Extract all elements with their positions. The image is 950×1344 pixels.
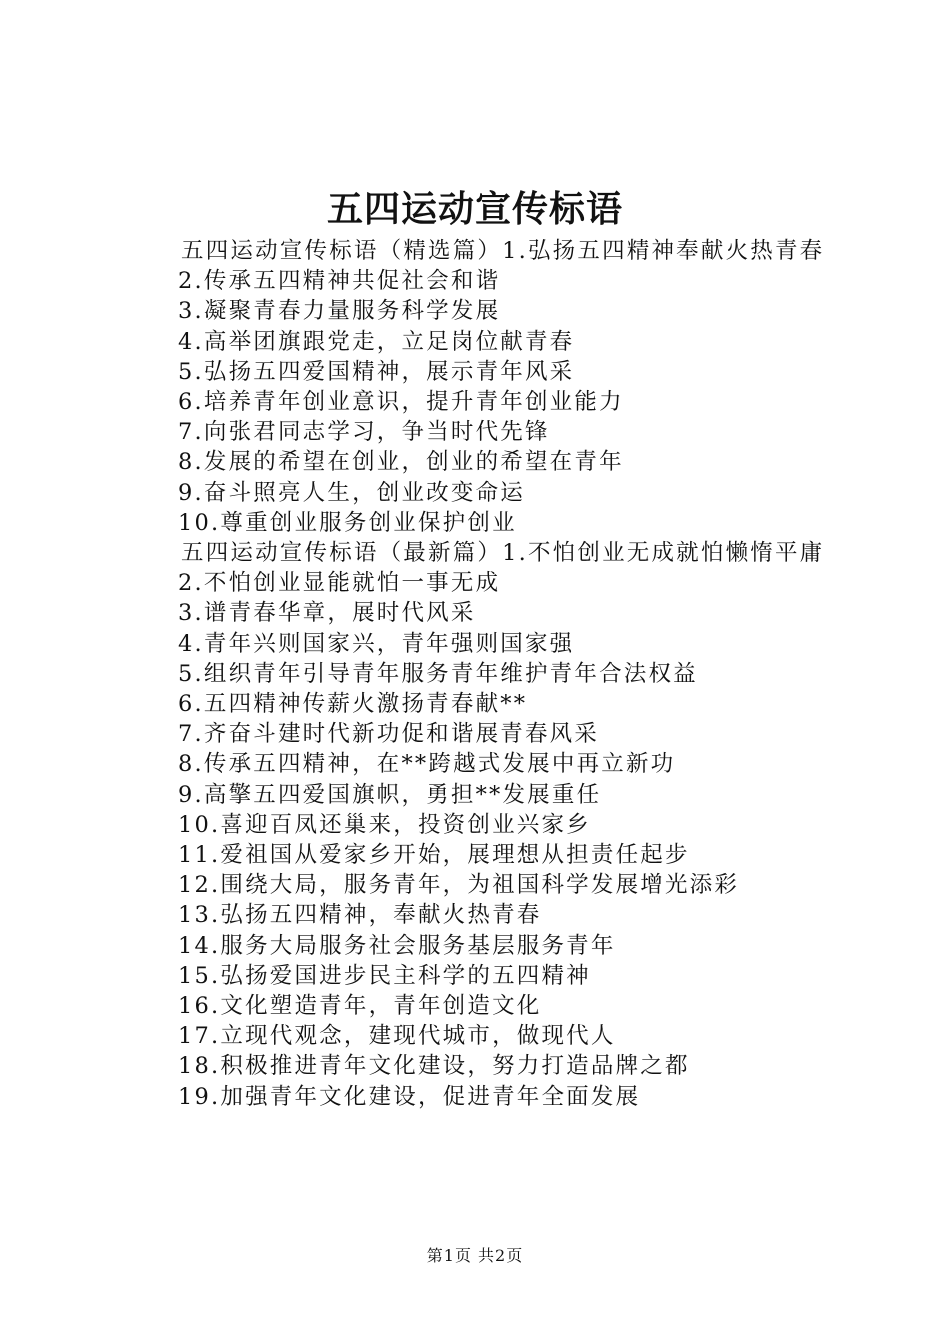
document-body	[129, 236, 841, 1112]
page-number: 第1页 共2页	[426, 1246, 524, 1265]
list-item: 8.传承五四精神，在**跨越式发展中再立新功	[178, 751, 676, 778]
list-item: 14.服务大局服务社会服务基层服务青年	[178, 932, 616, 959]
list-item: 10.尊重创业服务创业保护创业	[178, 509, 517, 536]
list-item: 9.奋斗照亮人生，创业改变命运	[178, 479, 525, 506]
list-item: 9.高擎五四爱国旗帜，勇担**发展重任	[178, 781, 602, 808]
list-item: 12.围绕大局，服务青年，为祖国科学发展增光添彩	[178, 872, 740, 899]
list-item: 7.向张君同志学习，争当时代先锋	[178, 419, 550, 446]
list-item: 7.齐奋斗建时代新功促和谐展青春风采	[178, 721, 600, 748]
list-item: 4.青年兴则国家兴，青年强则国家强	[178, 630, 575, 657]
list-item: 8.发展的希望在创业，创业的希望在青年	[178, 449, 624, 476]
list-item: 5.组织青年引导青年服务青年维护青年合法权益	[178, 660, 698, 687]
list-item: 6.五四精神传薪火激扬青春献**	[178, 691, 528, 718]
list-item: 16.文化塑造青年，青年创造文化	[178, 993, 542, 1020]
list-item: 13.弘扬五四精神，奉献火热青春	[178, 902, 542, 929]
document-title: 五四运动宣传标语	[326, 188, 623, 230]
list-item: 3.谱青春华章，展时代风采	[178, 600, 476, 627]
list-item: 2.不怕创业显能就怕一事无成	[178, 570, 501, 597]
section2-heading: 五四运动宣传标语（最新篇）1.不怕创业无成就怕懒惰平庸	[181, 540, 825, 567]
list-item: 18.积极推进青年文化建设，努力打造品牌之都	[178, 1053, 690, 1080]
list-item: 3.凝聚青春力量服务科学发展	[178, 298, 501, 325]
section1-heading: 五四运动宣传标语（精选篇）1.弘扬五四精神奉献火热青春	[181, 238, 825, 264]
list-item: 2.传承五四精神共促社会和谐	[178, 268, 501, 295]
list-item: 6.培养青年创业意识，提升青年创业能力	[178, 389, 624, 416]
list-item: 17.立现代观念，建现代城市，做现代人	[178, 1023, 616, 1050]
list-item: 11.爱祖国从爱家乡开始，展理想从担责任起步	[178, 842, 690, 869]
list-item: 10.喜迎百凤还巢来，投资创业兴家乡	[178, 811, 591, 838]
list-item: 15.弘扬爱国进步民主科学的五四精神	[178, 962, 591, 989]
list-item: 4.高举团旗跟党走，立足岗位献青春	[178, 328, 575, 355]
list-item: 5.弘扬五四爱国精神，展示青年风采	[178, 358, 575, 385]
list-item: 19.加强青年文化建设，促进青年全面发展	[178, 1083, 641, 1110]
